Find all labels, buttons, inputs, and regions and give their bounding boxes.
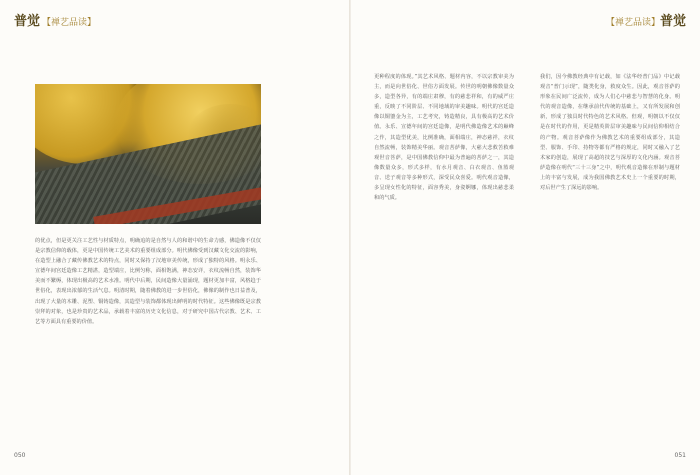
left-header [14,10,96,29]
page-number-right: 051 [674,452,686,459]
left-body-text: 的优点，但是更关注工艺性与材质特点，明确追的是自然与人的和谐中的生命力感，佛造像不仅仅是宗教信仰的载体，更是中国传统工艺美术的重要组成部分。明代佛像受到汉藏文化交流的影响，在造型上融合了藏传佛教艺术的特点，同时又保持了汉地审美传统，形成了独特的风格。明永乐、宣德年间宫廷造像工艺精湛，造型端庄，比例匀称，面相饱满，神态安详，衣纹流畅自然，装饰华美而不繁缛，体现出极高的艺术水准。明代中后期，民间造像大量涌现，题材更加丰富，风格趋于世俗化，表现出浓郁的生活气息。明清时期，随着佛教的进一步世俗化，佛像的制作也日益普及，出现了大量的木雕、泥塑、铜铸造像，其造型与装饰都体现出鲜明的时代特征。这些佛像既是宗教崇拜的对象，也是珍贵的艺术品，承载着丰富的历史文化信息，对于研究中国古代宗教、艺术、工艺等方面具有重要的价值。 [35,238,261,325]
right-header [604,10,686,29]
section-label: 【禅艺品读】 [605,18,660,28]
page-number-left: 050 [14,452,26,459]
brand-logo: 普觉 [14,14,41,29]
right-body-column-1: 更种程度的体现。”其艺术风格、题材内容，不以宗教审美为主，而是向世俗化、世俗方面发展。传世的明朝佛像数量众多，造型各异，有的端庄肃穆，有的慈悲祥和，有的威严庄重，反映了不同阶层、不同地域的审美趣味。明代的宫廷造像以铜鎏金为主，工艺考究，铸造精良，具有极高的艺术价值。永乐、宣德年间的宫廷造像，是明代佛造像艺术的巅峰之作，其造型优美，比例准确，面相端庄，神态慈祥，衣纹自然流畅，装饰精美华丽。观音菩萨像，大慈大悲救苦救难观世音菩萨，是中国佛教信仰中最为普遍的菩萨之一，其造像数量众多，形式多样，有水月观音、白衣观音、鱼篮观音、送子观音等多种形式，深受民众喜爱。明代观音造像，多呈现女性化的特征，面容秀美，身姿婀娜，体现出慈悲柔和的气质。 [374,74,514,202]
section-label: 【禅艺品读】 [42,18,97,28]
left-page [0,0,349,475]
right-body-column-2: 我们，因今佛教经典中有记载，如《法华经普门品》中记载观音“普门示现”，随类化身，救度众生。因此，观音菩萨的形象在民间广泛流传，成为人们心中慈悲与智慧的化身。明代的观音造像，在继承前代传统的基础上，又有所发展和创新，形成了独具时代特色的艺术风格。但观，明朝以不仅仅是在时代的作用，更是精英阶层审美趣味与民间信仰相结合的产物。观音菩萨像作为佛教艺术的重要组成部分，其造型、服饰、手印、持物等都有严格的规定，同时又融入了艺术家的创造，展现了高超的技艺与深厚的文化内涵。观音菩萨造像在明代“三十三身”之中，明代观音造像在形制与题材上的丰富与发展，成为我国佛教艺术史上一个重要的时期，对后世产生了深远的影响。 [540,74,680,192]
brand-logo: 普觉 [659,14,686,29]
ginkgo-temple-photo [35,84,261,224]
